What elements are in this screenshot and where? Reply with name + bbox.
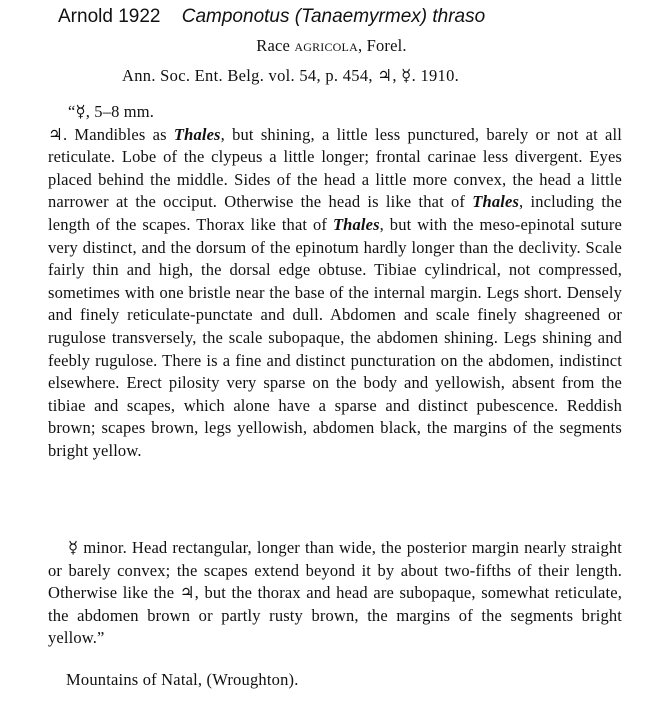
race-suffix: , Forel. [357,36,407,55]
author-year: Arnold 1922 [58,6,161,27]
taxon-thales-3: Thales [332,214,380,234]
female-description [48,101,622,463]
species-name: Camponotus (Tanaemyrmex) thraso [181,6,486,27]
female-text-4: , but with the meso-epinotal suture very distinct, and the dorsum of the epinotum hardly longer than the declivity. Scale fairly thin and high, the dorsal edge obtuse. Tibiae cylindrical, not compressed, sometimes with one bristle near the base of the internal margin. Legs short. Densely and finely reticulate-punctate and dull. Abdomen and scale finely shagreened or rugulose transversely, the scale subopaque, the abdomen shining. Legs shining and feebly rugulose. There is a fine and distinct puncturation on the abdomen, indistinct elsewhere. Erect pilosity very sparse on the body and yellowish, absent from the tibiae and scapes, which alone have a sparse and distinct pubescence. Reddish brown; scapes brown, legs yellowish, abdomen black, the margins of the segments bright yellow. [48,214,622,460]
worker-description [48,537,622,650]
race-line [0,36,663,56]
locality: Mountains of Natal, (Wroughton). [66,670,299,689]
taxon-thales-1: Thales [173,124,221,144]
race-prefix: Race [256,36,295,55]
female-text-1: ♃. Mandibles as [48,124,174,144]
race-name: agricola [294,36,358,55]
citation: Ann. Soc. Ent. Belg. vol. 54, p. 454, ♃, ☿. 1910. [122,66,460,85]
header-line [58,6,485,28]
female-text-3: , including the length of the scapes. Thorax like that of [48,192,623,234]
taxon-thales-2: Thales [472,192,520,212]
size-line: “☿, 5–8 mm. [68,102,155,121]
worker-text: ☿ minor. Head rectangular, longer than wide, the posterior margin nearly straight or barely convex; the scapes extend beyond it by about two-fifths of their length. Otherwise like the ♃, but the thorax and head are subopaque, somewhat reticulate, the abdomen brown or partly rusty brown, the margins of the segments bright yellow.” [48,538,622,648]
female-text-2: , but shining, a little less punctured, barely or not at all reticulate. Lobe of the clypeus a little longer; frontal carinae less divergent. Eyes placed behind the middle. Sides of the head a little more convex, the head a little narrower at the occiput. Otherwise the head is like that of [48,124,622,212]
